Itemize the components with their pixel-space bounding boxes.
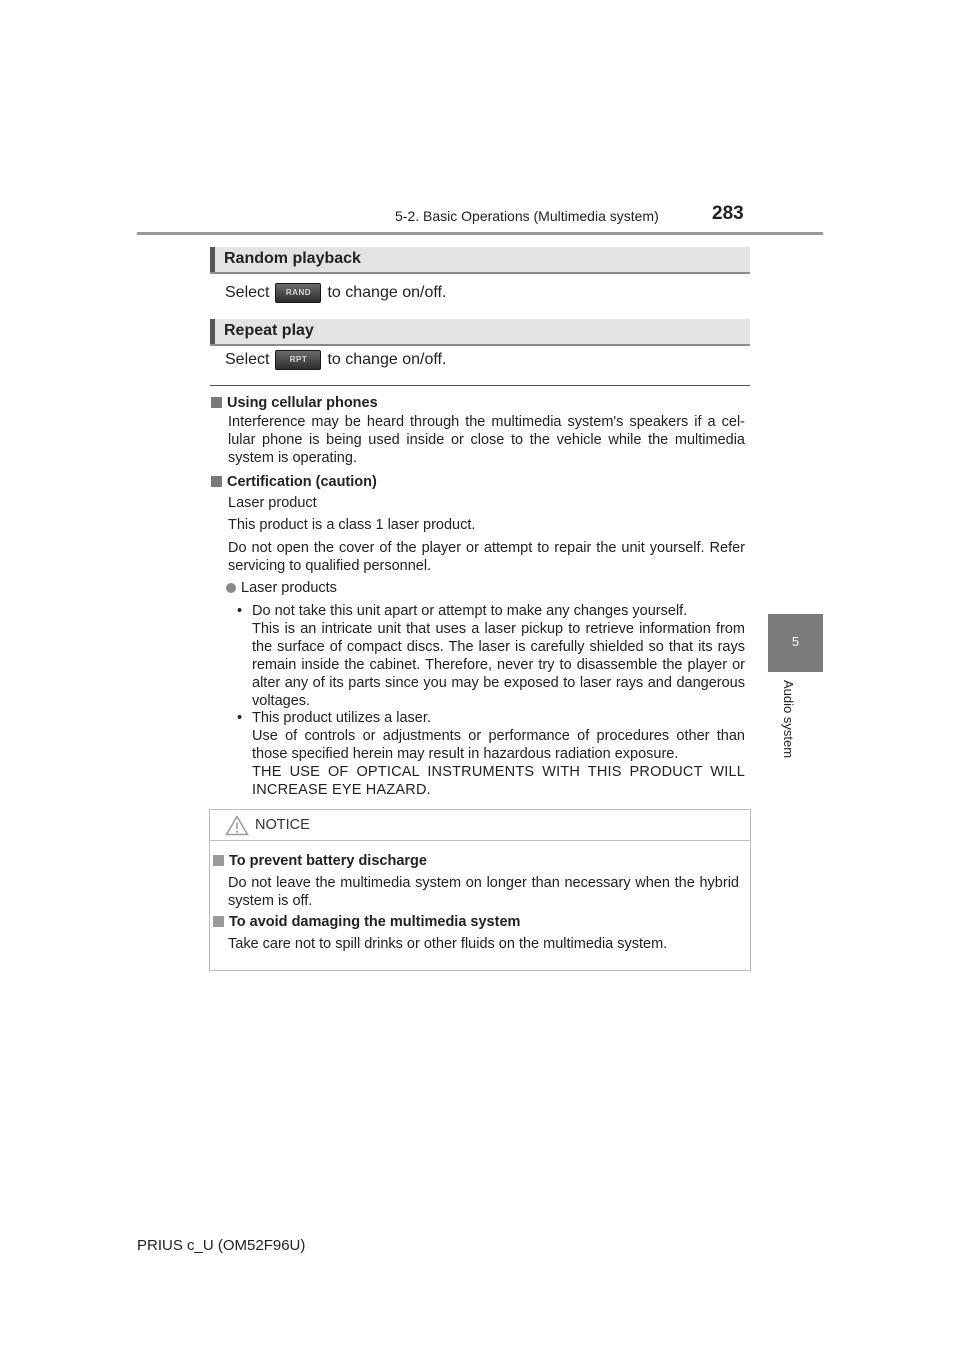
laser-product-line: Laser product	[228, 495, 317, 511]
page-number: 283	[712, 203, 744, 224]
notes-divider	[210, 385, 750, 386]
notice-item1-text: Do not leave the multimedia system on longer than necessary when the hybrid system is off.	[228, 875, 739, 909]
repeat-play-heading	[210, 319, 750, 346]
change-text: to change on/off.	[327, 351, 447, 368]
chapter-number: 5	[791, 634, 800, 649]
bullet1-title: Do not take this unit apart or attempt to make any changes yourself.	[252, 603, 688, 619]
rand-button[interactable]: RAND	[275, 283, 321, 303]
heading-bar	[210, 319, 215, 344]
notice-item1-title: To prevent battery discharge	[213, 852, 427, 870]
heading-title: Repeat play	[224, 322, 314, 339]
bullet2-title: This product utilizes a laser.	[252, 710, 431, 726]
square-bullet-icon	[211, 397, 222, 408]
header-section-title: 5-2. Basic Operations (Multimedia system)	[395, 208, 659, 224]
bullet2-text: Use of controls or adjustments or performance of procedures other than those specified herein may result in hazardous radiation exposure.	[252, 728, 745, 762]
chapter-title: Audio system	[781, 680, 796, 759]
random-playback-heading	[210, 247, 750, 274]
class-line: This product is a class 1 laser product.	[228, 517, 476, 533]
certification-title: Certification (caution)	[211, 473, 377, 491]
notice-item2-text: Take care not to spill drinks or other fluids on the multimedia system.	[228, 936, 668, 952]
bullet-dot: •	[237, 603, 243, 619]
change-text: to change on/off.	[327, 284, 447, 301]
square-bullet-icon	[211, 476, 222, 487]
warning-triangle-icon	[225, 815, 249, 836]
bullet-dot: •	[237, 710, 243, 726]
random-instruction	[225, 283, 446, 303]
bullet2-warning: THE USE OF OPTICAL INSTRUMENTS WITH THIS PRODUCT WILL INCREASE EYE HAZARD.	[252, 764, 745, 798]
notice-label: NOTICE	[255, 817, 310, 833]
heading-title: Random playback	[224, 250, 361, 267]
do-not-open-text: Do not open the cover of the player or attempt to repair the unit yourself. Refer servicing to qualified personnel.	[228, 540, 745, 574]
square-bullet-icon	[213, 855, 224, 866]
laser-products-title: Laser products	[226, 579, 337, 597]
page-header	[0, 0, 960, 240]
square-bullet-icon	[213, 916, 224, 927]
circle-bullet-icon	[226, 583, 236, 593]
phones-title: Using cellular phones	[211, 394, 378, 412]
phones-text: Interference may be heard through the multimedia system's speakers if a cel-lular phone is being used inside or close to the vehicle while the multimedia system is operating.	[228, 414, 745, 466]
rpt-button[interactable]: RPT	[275, 350, 321, 370]
notice-header	[210, 810, 750, 841]
heading-bar	[210, 247, 215, 272]
notice-item2-title: To avoid damaging the multimedia system	[213, 913, 520, 931]
bullet1-text: This is an intricate unit that uses a laser pickup to retrieve information from the surface of compact discs. The laser is carefully shielded so that its rays remain inside the cabinet. Therefore, never try to disassemble the player or alter any of its parts since you may be exposed to laser rays and dangerous voltages.	[252, 621, 745, 709]
repeat-instruction	[225, 350, 446, 370]
footer-model: PRIUS c_U (OM52F96U)	[137, 1237, 306, 1254]
select-text: Select	[225, 351, 270, 368]
header-rule	[137, 232, 823, 235]
select-text: Select	[225, 284, 270, 301]
chapter-tab	[768, 614, 823, 672]
